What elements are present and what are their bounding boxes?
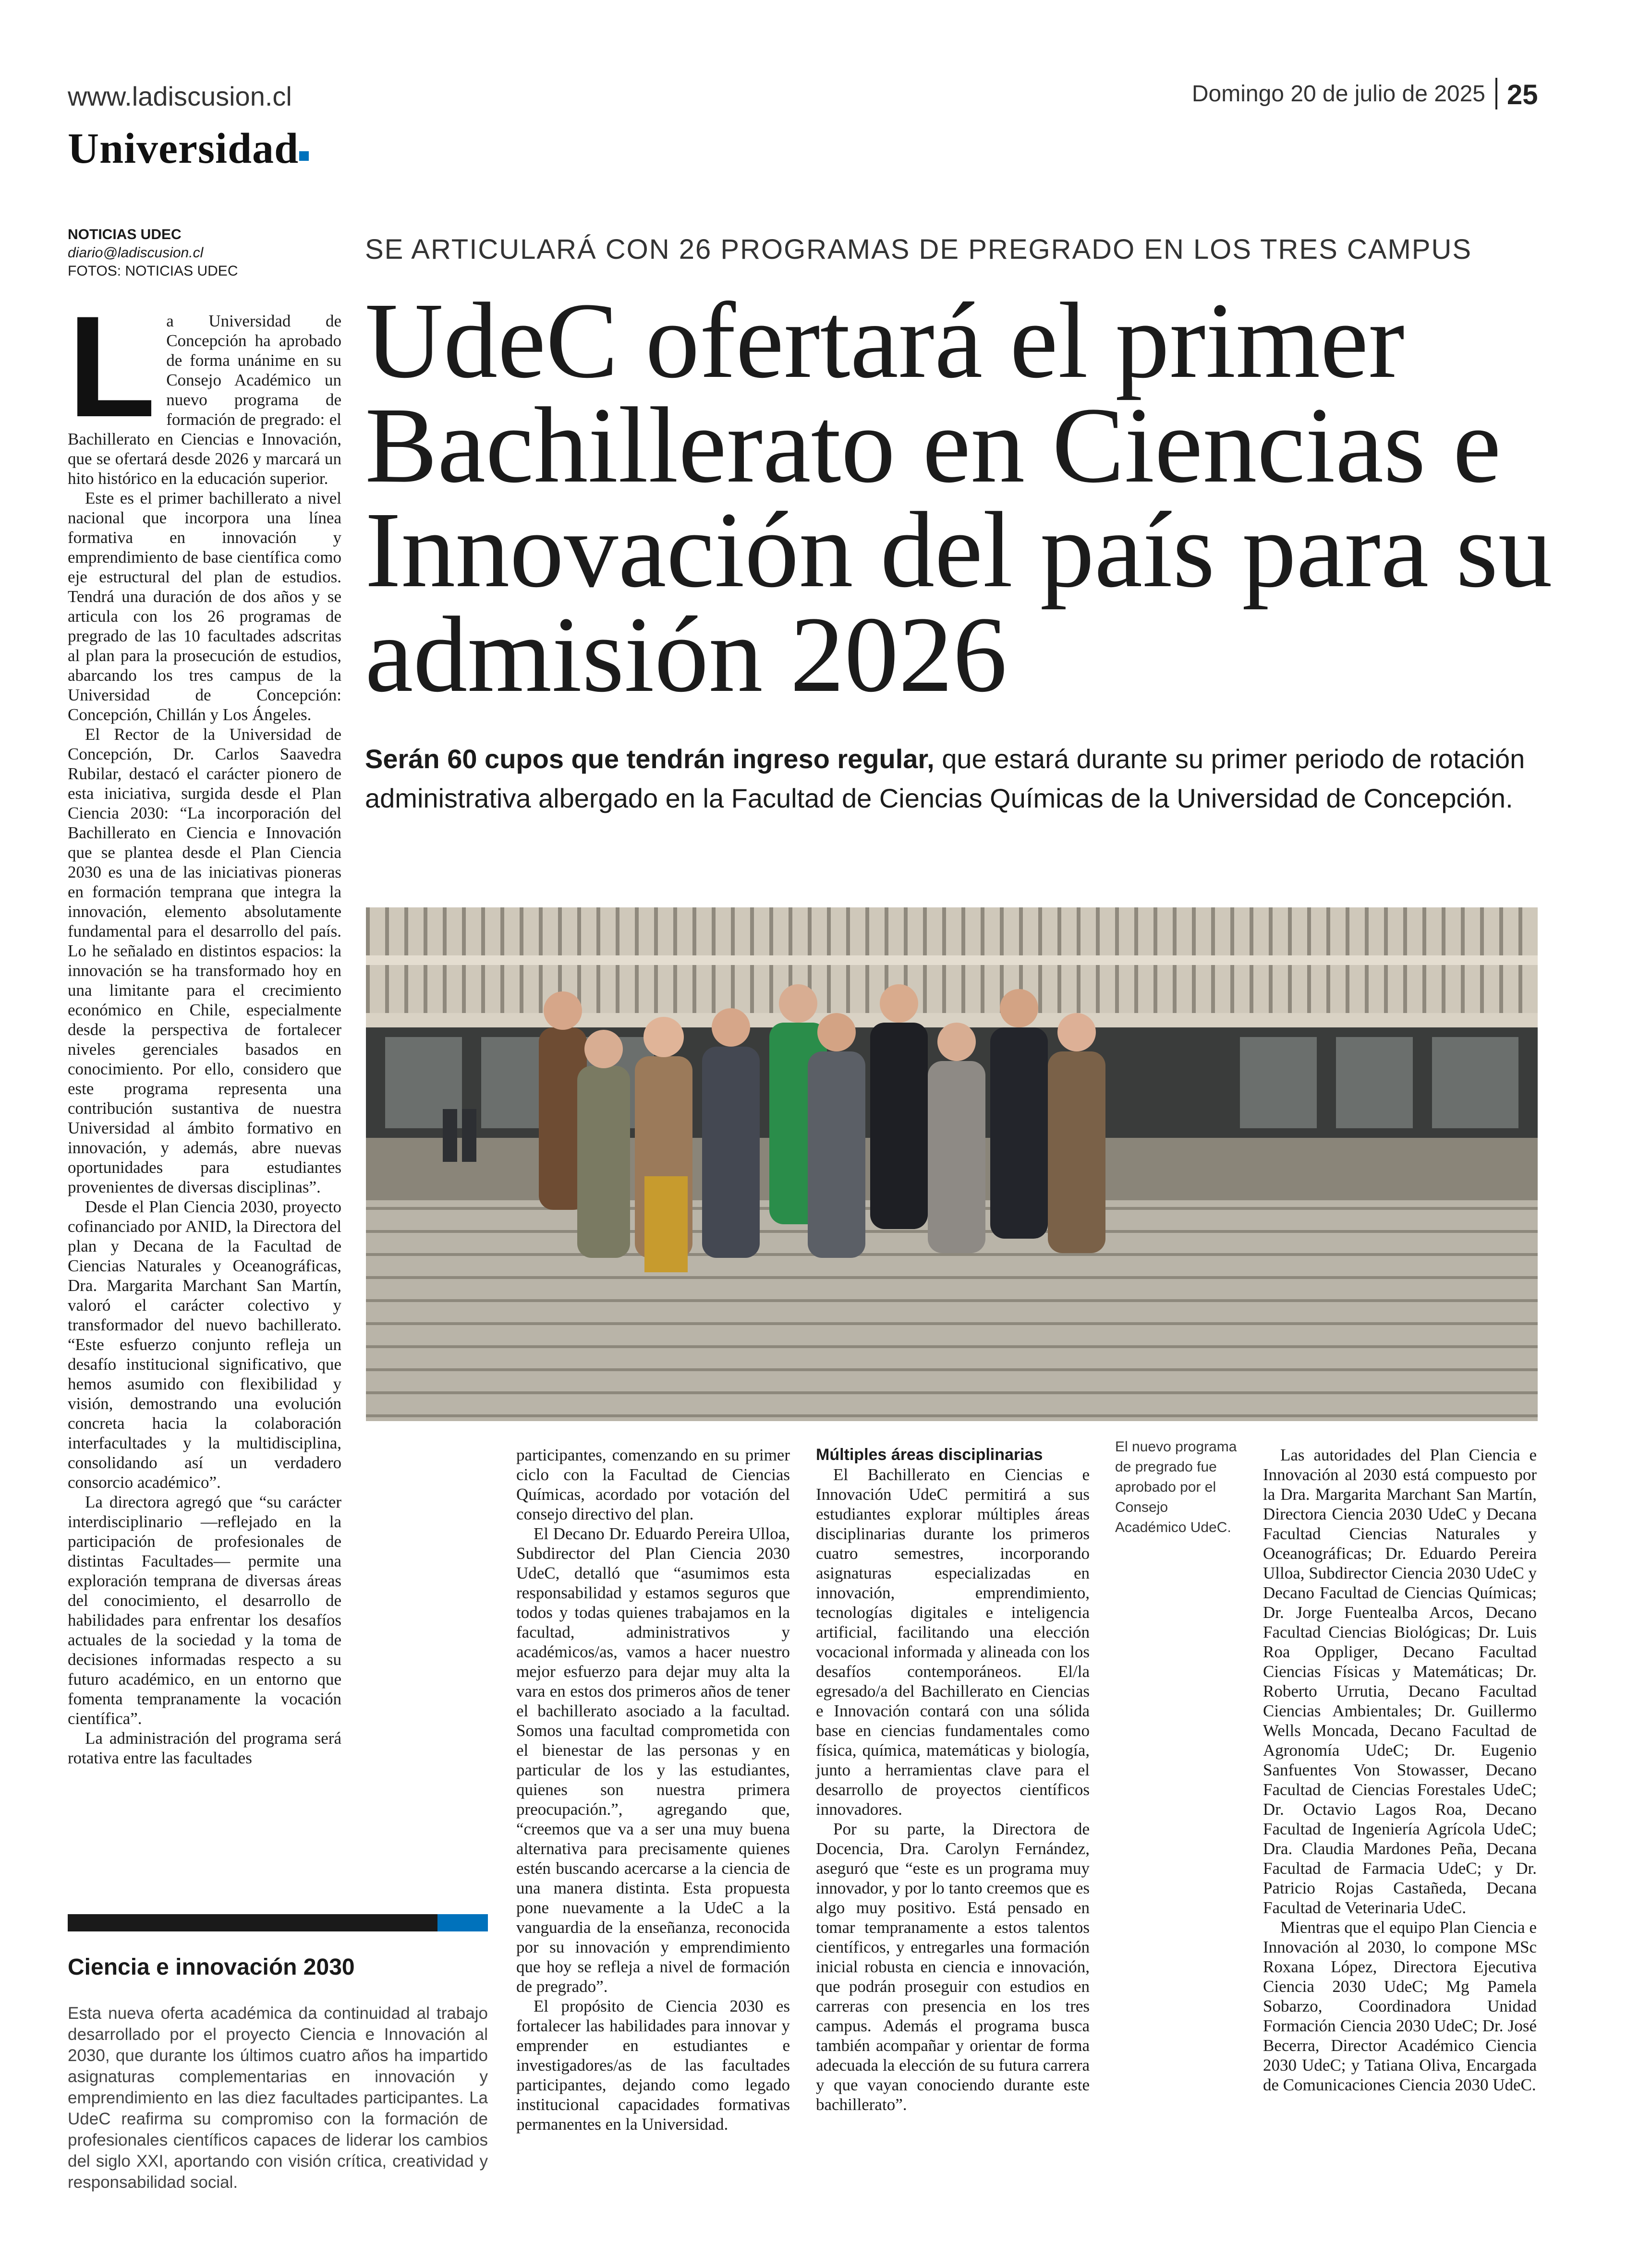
paragraph: El Bachillerato en Ciencias e Innovación UdeC permitirá a sus estudiantes explorar múltiples áreas disciplinarias durante los primeros cuatro semestres, incorporando asignaturas especializadas en innovación, emprendimiento, tecnologías digitales e inteligencia artificial, facilitando una elección vocacional informada y alineada con los desafíos contemporáneos. El/la egresado/a del Bachillerato en Ciencias e Innovación contará con una sólida base en ciencias fundamentales como física, química, matemáticas y biología, junto a herramientas clave para el desarrollo de proyectos científicos innovadores. — [816, 1465, 1090, 1819]
paragraph: participantes, comenzando en su primer ciclo con la Facultad de Ciencias Químicas, acordado por votación del consejo directivo del plan. — [516, 1446, 790, 1523]
lede-rest: que estará durante su primer periodo de rotación administrativa albergado en la Facultad de Ciencias Químicas de la Universidad de Concepción. — [365, 744, 1525, 813]
paragraph: Este es el primer bachillerato a nivel nacional que incorpora una línea formativa en innovación y emprendimiento de base científica como eje estructural del plan de estudios. Tendrá una duración de dos años y se articula con los 26 programas de pregrado de las 10 facultades adscritas al plan para la prosecución de estudios, abarcando los tres campus de la Universidad de Concepción: Concepción, Chillán y Los Ángeles. — [68, 489, 341, 724]
issue-date: Domingo 20 de julio de 2025 — [1191, 81, 1485, 107]
paragraph: Por su parte, la Directora de Docencia, Dra. Carolyn Fernández, aseguró que “este es un programa muy innovador, y por lo tanto creemos que es algo muy positivo. Está pensado en tomar tempranamente a estos talentos científicos, y entregarles una formación inicial robusta en ciencia e innovación, que podrán proseguir con estudios en carreras con presencia en los tres campus. Además el programa busca también acompañar y orientar de forma adecuada la elección de su futura carrera y que vayan conociendo durante este bachillerato”. — [816, 1820, 1090, 2114]
credit-email[interactable]: diario@ladiscusion.cl — [68, 245, 204, 261]
article-credits — [68, 226, 317, 280]
paragraph: El propósito de Ciencia 2030 es fortalecer las habilidades para innovar y emprender en estudiantes e investigadores/as de las facultades participantes, dejando como legado institucional capacidades formativas permanentes en la Universidad. — [516, 1997, 790, 2134]
paragraph: El Decano Dr. Eduardo Pereira Ulloa, Subdirector del Plan Ciencia 2030 UdeC, detalló que “asumimos esta responsabilidad y estamos seguros que todos y todas quienes trabajamos en la facultad, administrativos y académicos/as, vamos a hacer nuestro mejor esfuerzo para dejar muy alta la vara en estos dos primeros años de tener el bachillerato asociado a la facultad. Somos una facultad comprometida con el bienestar de las personas y en particular de los y las estudiantes, quienes son nuestra primera preocupación.”, agregando que, “creemos que va a ser una muy buena alternativa para precisamente quienes estén buscando acercarse a la ciencia de una manera distinta. Esta propuesta pone nuevamente a la UdeC a la vanguardia de la enseñanza, reconocida por su innovación y emprendimiento que hoy se refleja a nivel de formación de pregrado”. — [516, 1524, 790, 1996]
section-accent-square — [299, 151, 309, 161]
paragraph: La administración del programa será rotativa entre las facultades — [68, 1729, 341, 1767]
sidebar-rule-accent — [437, 1914, 488, 1931]
paragraph: Las autoridades del Plan Ciencia e Innovación al 2030 está compuesto por la Dra. Margarita Marchant San Martín, Directora Ciencia 2030 UdeC y Decana Facultad Ciencias Naturales y Oceanográficas; Dr. Eduardo Pereira Ulloa, Subdirector Ciencia 2030 UdeC y Decano Facultad de Ciencias Químicas; Dr. Jorge Fuentealba Arcos, Decano Facultad Ciencias Biológicas; Dr. Luis Roa Oppliger, Decano Facultad Ciencias Físicas y Matemáticas; Dr. Roberto Urrutia, Decano Facultad Ciencias Ambientales; Dr. Guillermo Wells Moncada, Decano Facultad de Agronomía UdeC; Dr. Eugenio Sanfuentes Von Stowasser, Decano Facultad de Ciencias Forestales UdeC; Dr. Octavio Lagos Roa, Decano Facultad de Ingeniería Agrícola UdeC; Dra. Claudia Mardones Peña, Decana Facultad de Farmacia UdeC; y Dr. Patricio Rojas Castañeda, Decana Facultad de Veterinaria UdeC. — [1263, 1446, 1537, 1917]
paragraph: El Rector de la Universidad de Concepción, Dr. Carlos Saavedra Rubilar, destacó el carácter pionero de esta iniciativa, surgida desde el Plan Ciencia 2030: “La incorporación del Bachillerato en Ciencia e Innovación que se plantea desde el Plan Ciencia 2030 es una de las iniciativas pioneras en formación temprana que integra la innovación, elemento absolutamente fundamental para el desarrollo del país. Lo he señalado en distintos espacios: la innovación se ha transformado hoy en una limitante para el crecimiento económico en Chile, especialmente desde la perspectiva de fortalecer niveles gerenciales basados en conocimiento. Por ello, considero que este programa representa una contribución sustantiva de nuestra Universidad al ámbito formativo en innovación, y además, abre nuevas oportunidades para estudiantes provenientes de diversas disciplinas”. — [68, 725, 341, 1196]
article-column-1 — [68, 286, 341, 1768]
article-kicker: SE ARTICULARÁ CON 26 PROGRAMAS DE PREGRADO EN LOS TRES CAMPUS — [365, 234, 1472, 265]
paragraph: Desde el Plan Ciencia 2030, proyecto cofinanciado por ANID, la Directora del plan y Decana de la Facultad de Ciencias Naturales y Oceanográficas, Dra. Margarita Marchant San Martín, valoró el carácter colectivo y transformador del nuevo bachillerato. “Este esfuerzo conjunto refleja un desafío institucional significativo, que hemos asumido con flexibilidad y visión, demostrando una evolución concreta hacia la colaboración interfacultades y la multidisciplina, consolidando así un verdadero consorcio académico”. — [68, 1197, 341, 1492]
subheading: Múltiples áreas disciplinarias — [816, 1446, 1043, 1464]
page-separator — [1495, 78, 1497, 109]
paragraph: La directora agregó que “su carácter interdisciplinario —reflejado en la participación de profesionales de distintas Facultades— permite una exploración temprana de diversas áreas del conocimiento, el desarrollo de habilidades para enfrentar los desafíos actuales de la sociedad y la toma de decisiones informadas respecto a su futuro académico, en un entorno que fomenta tempranamente la vocación científica”. — [68, 1493, 341, 1728]
page-number: 25 — [1507, 79, 1538, 110]
photo-caption: El nuevo programa de pregrado fue aprobado por el Consejo Académico UdeC. — [1115, 1439, 1237, 1535]
paragraph: a Universidad de Concepción ha aprobado de forma unánime en su Consejo Académico un nuevo programa de formación de pregrado: el Bachillerato en Ciencias e Innovación, que se ofertará desde 2026 y marcará un hito histórico en la educación superior. — [68, 312, 341, 488]
sidebar-rule-dark — [68, 1914, 437, 1931]
sidebar-title: Ciencia e innovación 2030 — [68, 1954, 355, 1980]
article-headline: UdeC ofertará el primer Bachillerato en Ciencias e Innovación del país para su admisión 2026 — [365, 280, 1553, 714]
article-lede — [365, 739, 1594, 818]
group-photo — [366, 907, 1538, 1421]
article-column-4 — [1263, 1445, 1537, 2095]
sidebar-text: Esta nueva oferta académica da continuidad al trabajo desarrollado por el proyecto Ciencia e Innovación al 2030, que durante los últimos cuatro años ha impartido asignaturas complementarias en innovación y emprendimiento en las diez facultades participantes. La UdeC reafirma su compromiso con la formación de profesionales científicos capaces de liderar los cambios del siglo XXI, aportando con visión crítica, creatividad y responsabilidad social. — [68, 2004, 488, 2192]
lede-bold: Serán 60 cupos que tendrán ingreso regular, — [365, 744, 935, 774]
credit-source: NOTICIAS UDEC — [68, 227, 182, 242]
drop-cap: L — [68, 286, 156, 447]
section-title: Universidad — [68, 125, 299, 172]
credit-photos: FOTOS: NOTICIAS UDEC — [68, 263, 238, 279]
article-column-3 — [816, 1445, 1090, 2114]
paragraph: Mientras que el equipo Plan Ciencia e Innovación al 2030, lo compone MSc Roxana López, Directora Ejecutiva Ciencia 2030 UdeC; Mg Pamela Sobarzo, Coordinadora Unidad Formación Ciencia 2030 UdeC; Dr. José Becerra, Director Académico Ciencia 2030 UdeC; y Tatiana Oliva, Encargada de Comunicaciones Ciencia 2030 UdeC. — [1263, 1918, 1537, 2094]
site-url[interactable]: www.ladiscusion.cl — [68, 81, 292, 111]
article-column-2 — [516, 1445, 790, 2134]
